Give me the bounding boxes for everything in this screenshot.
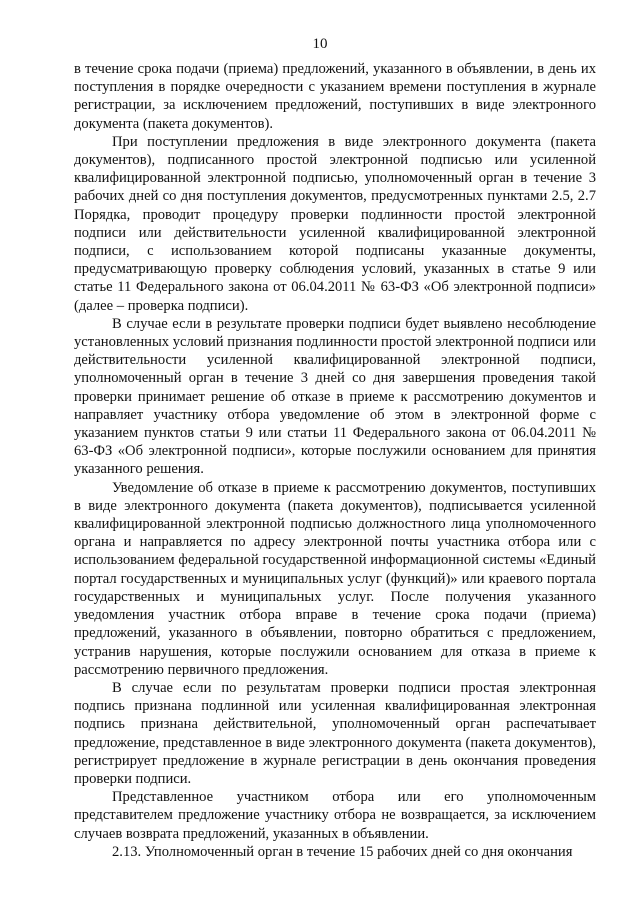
paragraph-2: При поступлении предложения в виде электронного документа (пакета документов), подписанного простой электронной подписью или усиленной квалифицированной электронной подписью, уполномоченный орган в течение 3 рабочих дней со дня поступления документов, предусмотренных пунктами 2.5, 2.7 Порядка, проводит процедуру проверки подлинности простой электронной подписи или действительности усиленной квалифицированной электронной подписи, с использованием которой подписаны указанные документы, предусматривающую проверку соблюдения условий, указанных в статье 9 или статье 11 Федерального закона от 06.04.2011 № 63-ФЗ «Об электронной подписи» (далее – проверка подписи). bbox=[74, 133, 596, 314]
paragraph-5: В случае если по результатам проверки подписи простая электронная подпись признана подлинной или усиленная квалифицированная электронная подпись признана действительной, уполномоченный орган распечатывает предложение, представленное в виде электронного документа (пакета документов), регистрирует предложение в журнале регистрации в день окончания проведения проверки подписи. bbox=[74, 679, 596, 787]
document-body bbox=[74, 60, 596, 861]
paragraph-6: Представленное участником отбора или его уполномоченным представителем предложение участнику отбора не возвращается, за исключением случаев возврата предложений, указанных в объявлении. bbox=[74, 789, 596, 842]
paragraph-7: 2.13. Уполномоченный орган в течение 15 рабочих дней со дня окончания bbox=[112, 843, 573, 860]
page-number: 10 bbox=[312, 36, 328, 52]
paragraph-3: В случае если в результате проверки подписи будет выявлено несоблюдение установленных условий признания подлинности простой электронной подписи или действительности усиленной квалифицированной электронной подписи, уполномоченный орган в течение 3 дней со дня завершения проведения такой проверки принимает решение об отказе в приеме к рассмотрению документов и направляет участнику отбора уведомление об этом в электронной форме с указанием пунктов статьи 9 или статьи 11 Федерального закона от 06.04.2011 № 63-ФЗ «Об электронной подписи», которые послужили основанием для принятия указанного решения. bbox=[74, 315, 596, 478]
paragraph-1: в течение срока подачи (приема) предложений, указанного в объявлении, в день их поступления в порядке очередности с указанием времени поступления в журнале регистрации, за исключением предложений, поступивших в виде электронного документа (пакета документов). bbox=[74, 61, 596, 132]
paragraph-4: Уведомление об отказе в приеме к рассмотрению документов, поступивших в виде электронного документа (пакета документов), подписывается усиленной квалифицированной электронной подписью должностного лица уполномоченного органа и направляется по адресу электронной почты участника отбора или с использованием федеральной государственной информационной системы «Единый портал государственных и муниципальных услуг (функций)» или краевого портала государственных и муниципальных услуг. После получения указанного уведомления участник отбора вправе в течение срока подачи (приема) предложений, указанного в объявлении, повторно обратиться с предложением, устранив нарушения, которые послужили основанием для отказа в приеме к рассмотрению первичного предложения. bbox=[74, 479, 596, 678]
